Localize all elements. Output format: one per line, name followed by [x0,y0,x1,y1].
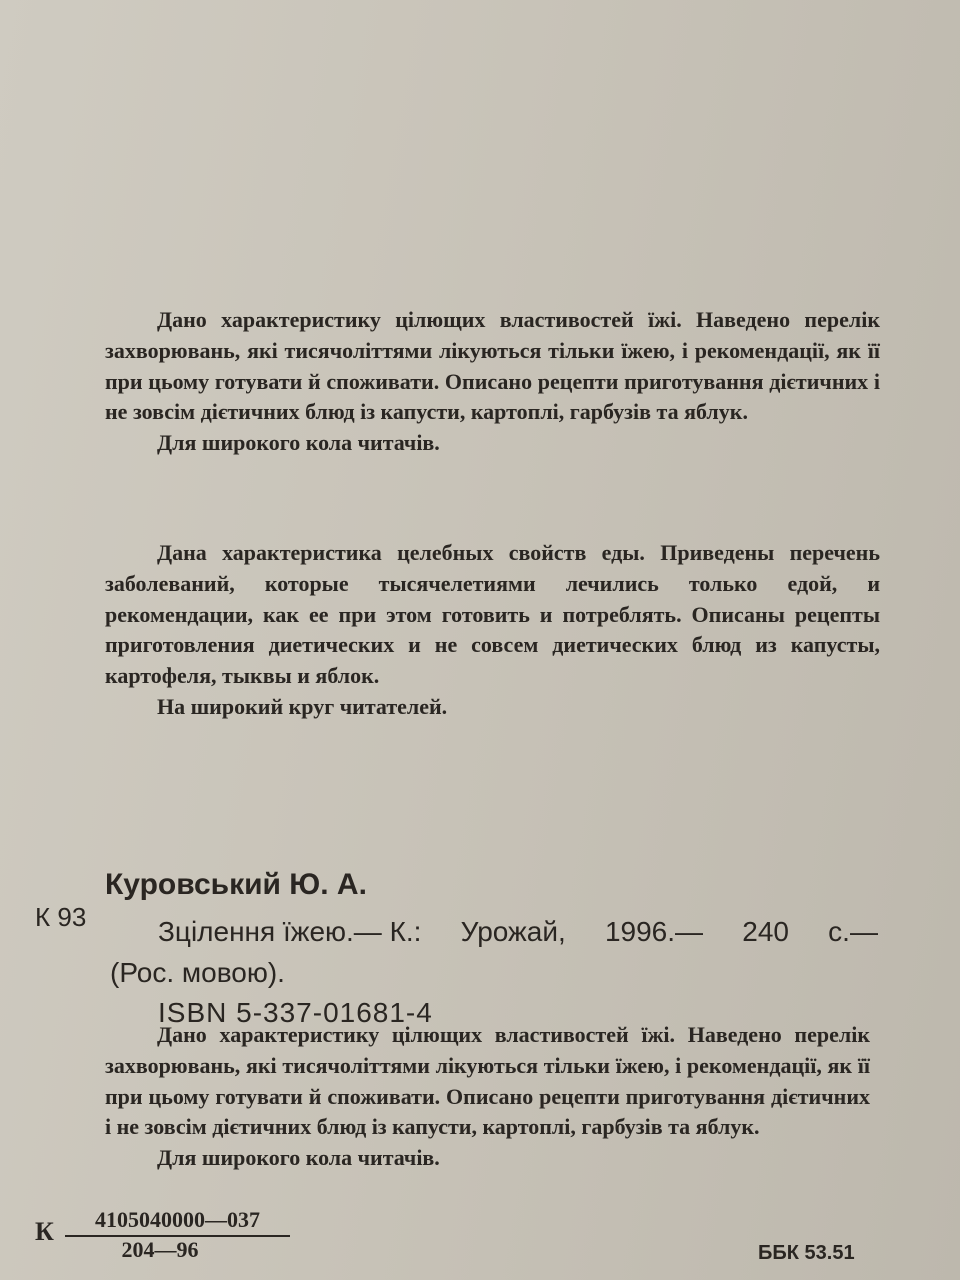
abstract-russian [105,538,880,723]
show-through-print [40,20,920,350]
catalog-pages: 240 [742,916,789,947]
k-letter: К [35,1217,54,1246]
catalog-title-line [158,912,878,953]
catalog-year: 1996.— [604,916,704,947]
k-denominator: 204—96 [121,1237,199,1262]
k-numerator: 4105040000—037 [65,1207,290,1237]
catalog-publisher: Урожай, [460,916,566,947]
abstract-paragraph: Дано характеристику цілющих властивостей їжі. Наведено перелік захворювань, які тисячоліттями лікуються тільки їжею, і рекомендації, як її при цьому готувати й споживати. Описано рецепти приготування дієтичних і не зовсім дієтичних блюд із капусти, картоплі, гарбузів та яблук. [105,1022,870,1140]
abstract-paragraph: Дана характеристика целебных свойств еды. Приведены перечень заболеваний, которые тысячелетиями лечились только едой, и рекомендации, как ее при этом готовить и потреблять. Описаны рецепты приготовления диетических и не совсем диетических блюд из капусты, картофеля, тыквы и яблок. [105,540,880,689]
catalog-author: Куровський Ю. А. [105,868,367,901]
abstract-paragraph: Дано характеристику цілющих властивостей їжі. Наведено перелік захворювань, які тисячоліттями лікуються тільки їжею, і рекомендації, як її при цьому готувати й споживати. Описано рецепти приготування дієтичних і не зовсім дієтичних блюд із капусти, картоплі, гарбузів та яблук. [105,307,880,425]
catalog-isbn: ISBN 5-337-01681-4 [158,997,433,1029]
catalog-pages-unit: с.— [828,916,878,947]
catalog-language-note: (Рос. мовою). [110,956,285,988]
catalog-code: К 93 [35,902,87,932]
abstract-ukrainian-bottom [105,1020,870,1174]
abstract-ukrainian-top [105,305,880,459]
catalog-entry [110,912,878,1034]
audience-line: Для широкого кола читачів. [157,430,440,456]
catalog-title: Зцілення їжею.— К.: [158,916,422,947]
bbk-code: ББК 53.51 [758,1242,855,1264]
audience-line: Для широкого кола читачів. [157,1145,440,1171]
audience-line: На широкий круг читателей. [157,693,448,719]
